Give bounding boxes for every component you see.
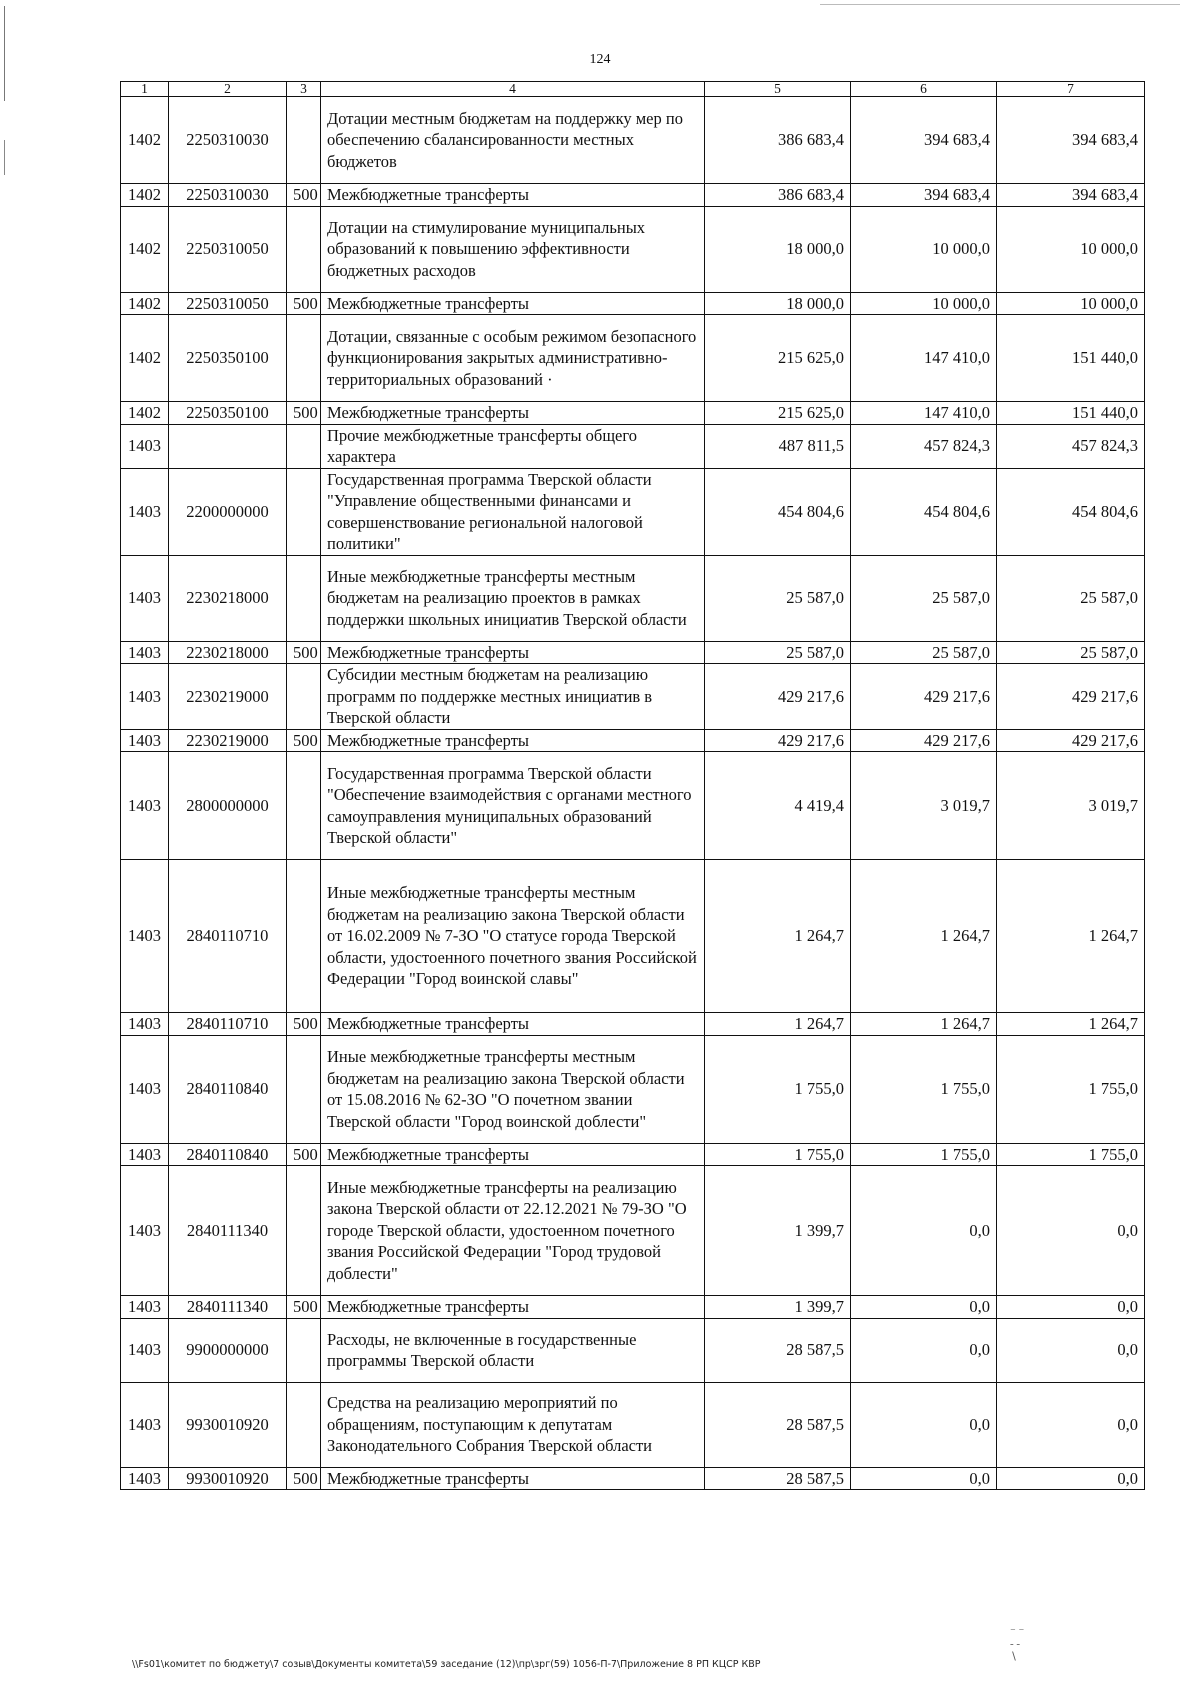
amount-2023: 215 625,0 [705, 315, 851, 402]
target-article-code: 9930010920 [169, 1382, 287, 1467]
expense-type-code: 500 [287, 1296, 321, 1319]
amount-2023: 4 419,4 [705, 752, 851, 860]
target-article-code: 2250310030 [169, 184, 287, 207]
target-article-code: 2200000000 [169, 468, 287, 555]
row-description: Прочие межбюджетные трансферты общего характера [321, 424, 705, 468]
expense-type-code [287, 1318, 321, 1382]
table-row [121, 1382, 1145, 1467]
amount-2025: 457 824,3 [997, 424, 1145, 468]
section-code: 1403 [121, 1382, 169, 1467]
amount-2025: 429 217,6 [997, 664, 1145, 730]
amount-2025: 394 683,4 [997, 184, 1145, 207]
target-article-code: 2840110710 [169, 1013, 287, 1036]
expense-type-code: 500 [287, 1143, 321, 1166]
amount-2023: 454 804,6 [705, 468, 851, 555]
expense-type-code: 500 [287, 729, 321, 752]
amount-2025: 10 000,0 [997, 206, 1145, 292]
row-description: Межбюджетные трансферты [321, 1013, 705, 1036]
row-description: Межбюджетные трансферты [321, 1467, 705, 1490]
table-row [121, 752, 1145, 860]
section-code: 1402 [121, 315, 169, 402]
column-header: 2 [169, 82, 287, 97]
amount-2023: 1 264,7 [705, 1013, 851, 1036]
expense-type-code [287, 860, 321, 1013]
amount-2024: 25 587,0 [851, 641, 997, 664]
amount-2024: 394 683,4 [851, 97, 997, 184]
amount-2024: 1 264,7 [851, 860, 997, 1013]
table-row [121, 292, 1145, 315]
section-code: 1403 [121, 664, 169, 730]
row-description: Дотации местным бюджетам на поддержку мер по обеспечению сбалансированности местных бюджетов [321, 97, 705, 184]
amount-2025: 151 440,0 [997, 315, 1145, 402]
section-code: 1403 [121, 1013, 169, 1036]
expense-type-code [287, 315, 321, 402]
table-row [121, 468, 1145, 555]
amount-2024: 394 683,4 [851, 184, 997, 207]
column-header: 7 [997, 82, 1145, 97]
expense-type-code: 500 [287, 184, 321, 207]
expense-type-code: 500 [287, 402, 321, 425]
amount-2023: 487 811,5 [705, 424, 851, 468]
target-article-code: 2230218000 [169, 641, 287, 664]
amount-2023: 1 755,0 [705, 1143, 851, 1166]
target-article-code: 2250310050 [169, 292, 287, 315]
table-row [121, 641, 1145, 664]
section-code: 1402 [121, 184, 169, 207]
table-row [121, 315, 1145, 402]
table-row [121, 1035, 1145, 1143]
table-row [121, 97, 1145, 184]
scan-edge-mark [820, 4, 1180, 5]
section-code: 1403 [121, 1318, 169, 1382]
row-description: Межбюджетные трансферты [321, 184, 705, 207]
table-row [121, 664, 1145, 730]
row-description: Межбюджетные трансферты [321, 1296, 705, 1319]
amount-2025: 0,0 [997, 1166, 1145, 1296]
amount-2024: 454 804,6 [851, 468, 997, 555]
amount-2024: 3 019,7 [851, 752, 997, 860]
target-article-code: 2250350100 [169, 402, 287, 425]
column-header: 1 [121, 82, 169, 97]
row-description: Средства на реализацию мероприятий по обращениям, поступающим к депутатам Законодательного Собрания Тверской области [321, 1382, 705, 1467]
target-article-code: 2230219000 [169, 729, 287, 752]
section-code: 1403 [121, 468, 169, 555]
section-code: 1403 [121, 1296, 169, 1319]
row-description: Межбюджетные трансферты [321, 292, 705, 315]
amount-2024: 1 755,0 [851, 1035, 997, 1143]
expense-type-code [287, 1382, 321, 1467]
section-code: 1402 [121, 402, 169, 425]
amount-2025: 25 587,0 [997, 555, 1145, 641]
amount-2025: 1 264,7 [997, 860, 1145, 1013]
amount-2024: 25 587,0 [851, 555, 997, 641]
row-description: Иные межбюджетные трансферты местным бюджетам на реализацию проектов в рамках поддержки школьных инициатив Тверской области [321, 555, 705, 641]
target-article-code: 2250350100 [169, 315, 287, 402]
row-description: Межбюджетные трансферты [321, 402, 705, 425]
amount-2024: 147 410,0 [851, 315, 997, 402]
amount-2023: 25 587,0 [705, 555, 851, 641]
amount-2023: 28 587,5 [705, 1318, 851, 1382]
table-row [121, 424, 1145, 468]
amount-2024: 457 824,3 [851, 424, 997, 468]
amount-2024: 1 264,7 [851, 1013, 997, 1036]
amount-2025: 1 755,0 [997, 1143, 1145, 1166]
table-row [121, 1166, 1145, 1296]
expense-type-code: 500 [287, 1013, 321, 1036]
target-article-code: 2230218000 [169, 555, 287, 641]
amount-2023: 18 000,0 [705, 206, 851, 292]
amount-2023: 28 587,5 [705, 1382, 851, 1467]
scan-marks: ⁻ ⁻ ‐ ‐ ∖ [1010, 1626, 1025, 1663]
amount-2025: 0,0 [997, 1318, 1145, 1382]
amount-2025: 454 804,6 [997, 468, 1145, 555]
amount-2023: 215 625,0 [705, 402, 851, 425]
section-code: 1403 [121, 752, 169, 860]
row-description: Межбюджетные трансферты [321, 1143, 705, 1166]
row-description: Расходы, не включенные в государственные программы Тверской области [321, 1318, 705, 1382]
target-article-code: 2840110710 [169, 860, 287, 1013]
section-code: 1403 [121, 860, 169, 1013]
row-description: Государственная программа Тверской области "Управление общественными финансами и совершенствование региональной налоговой политики" [321, 468, 705, 555]
section-code: 1403 [121, 1166, 169, 1296]
section-code: 1403 [121, 1143, 169, 1166]
amount-2024: 10 000,0 [851, 292, 997, 315]
section-code: 1402 [121, 97, 169, 184]
table-row [121, 1143, 1145, 1166]
amount-2023: 1 755,0 [705, 1035, 851, 1143]
row-description: Дотации, связанные с особым режимом безопасного функционирования закрытых административно-территориальных образований · [321, 315, 705, 402]
amount-2023: 1 399,7 [705, 1296, 851, 1319]
column-header: 3 [287, 82, 321, 97]
column-header: 5 [705, 82, 851, 97]
table-row [121, 1013, 1145, 1036]
amount-2024: 0,0 [851, 1382, 997, 1467]
target-article-code: 2800000000 [169, 752, 287, 860]
amount-2024: 429 217,6 [851, 729, 997, 752]
amount-2025: 0,0 [997, 1382, 1145, 1467]
amount-2025: 429 217,6 [997, 729, 1145, 752]
amount-2025: 1 264,7 [997, 1013, 1145, 1036]
row-description: Иные межбюджетные трансферты на реализацию закона Тверской области от 22.12.2021 № 79-ЗО "О городе Тверской области, удостоенном почетного звания Российской Федерации "Город трудовой доблести" [321, 1166, 705, 1296]
row-description: Межбюджетные трансферты [321, 641, 705, 664]
target-article-code [169, 424, 287, 468]
column-header: 6 [851, 82, 997, 97]
amount-2024: 10 000,0 [851, 206, 997, 292]
table-row [121, 555, 1145, 641]
amount-2023: 25 587,0 [705, 641, 851, 664]
table-row [121, 1318, 1145, 1382]
expense-type-code: 500 [287, 641, 321, 664]
expense-type-code [287, 752, 321, 860]
amount-2023: 429 217,6 [705, 664, 851, 730]
amount-2024: 1 755,0 [851, 1143, 997, 1166]
target-article-code: 2250310030 [169, 97, 287, 184]
amount-2025: 1 755,0 [997, 1035, 1145, 1143]
target-article-code: 2840111340 [169, 1166, 287, 1296]
section-code: 1402 [121, 292, 169, 315]
row-description: Межбюджетные трансферты [321, 729, 705, 752]
amount-2023: 386 683,4 [705, 97, 851, 184]
expense-type-code [287, 555, 321, 641]
row-description: Иные межбюджетные трансферты местным бюджетам на реализацию закона Тверской области от 15.08.2016 № 62-ЗО "О почетном звании Тверской области "Город воинской доблести" [321, 1035, 705, 1143]
target-article-code: 2250310050 [169, 206, 287, 292]
table-row [121, 860, 1145, 1013]
section-code: 1403 [121, 641, 169, 664]
amount-2024: 147 410,0 [851, 402, 997, 425]
column-header: 4 [321, 82, 705, 97]
page-number: 124 [589, 52, 611, 67]
table-row [121, 184, 1145, 207]
amount-2024: 0,0 [851, 1467, 997, 1490]
table-row [121, 206, 1145, 292]
table-row [121, 1296, 1145, 1319]
target-article-code: 2840110840 [169, 1035, 287, 1143]
expense-type-code: 500 [287, 292, 321, 315]
document-path: \\Fs01\комитет по бюджету\7 созыв\Документы комитета\59 заседание (12)\пр\зрг(59) 1056-П-7\Приложение 8 РП КЦСР КВР [132, 1659, 761, 1670]
amount-2023: 1 264,7 [705, 860, 851, 1013]
expense-type-code [287, 468, 321, 555]
row-description: Дотации на стимулирование муниципальных образований к повышению эффективности бюджетных расходов [321, 206, 705, 292]
table-row [121, 402, 1145, 425]
expense-type-code [287, 206, 321, 292]
target-article-code: 2230219000 [169, 664, 287, 730]
row-description: Иные межбюджетные трансферты местным бюджетам на реализацию закона Тверской области от 16.02.2009 № 7-ЗО "О статусе города Тверской области, удостоенного почетного звания Российской Федерации "Город воинской славы" [321, 860, 705, 1013]
amount-2025: 10 000,0 [997, 292, 1145, 315]
target-article-code: 2840111340 [169, 1296, 287, 1319]
amount-2025: 25 587,0 [997, 641, 1145, 664]
row-description: Государственная программа Тверской области "Обеспечение взаимодействия с органами местного самоуправления муниципальных образований Тверской области" [321, 752, 705, 860]
section-code: 1403 [121, 555, 169, 641]
expense-type-code [287, 424, 321, 468]
expense-type-code [287, 1035, 321, 1143]
table-body [121, 82, 1145, 1490]
table-row [121, 729, 1145, 752]
amount-2023: 18 000,0 [705, 292, 851, 315]
section-code: 1403 [121, 1035, 169, 1143]
amount-2025: 151 440,0 [997, 402, 1145, 425]
amount-2024: 429 217,6 [851, 664, 997, 730]
target-article-code: 2840110840 [169, 1143, 287, 1166]
budget-table [120, 81, 1145, 1490]
amount-2024: 0,0 [851, 1166, 997, 1296]
amount-2023: 429 217,6 [705, 729, 851, 752]
scan-edge-mark [4, 140, 5, 175]
expense-type-code [287, 664, 321, 730]
target-article-code: 9930010920 [169, 1467, 287, 1490]
section-code: 1403 [121, 424, 169, 468]
row-description: Субсидии местным бюджетам на реализацию программ по поддержке местных инициатив в Тверской области [321, 664, 705, 730]
amount-2024: 0,0 [851, 1296, 997, 1319]
target-article-code: 9900000000 [169, 1318, 287, 1382]
section-code: 1403 [121, 729, 169, 752]
amount-2025: 394 683,4 [997, 97, 1145, 184]
amount-2024: 0,0 [851, 1318, 997, 1382]
column-number-row [121, 82, 1145, 97]
expense-type-code: 500 [287, 1467, 321, 1490]
amount-2025: 3 019,7 [997, 752, 1145, 860]
section-code: 1402 [121, 206, 169, 292]
expense-type-code [287, 97, 321, 184]
amount-2023: 1 399,7 [705, 1166, 851, 1296]
amount-2023: 28 587,5 [705, 1467, 851, 1490]
table-row [121, 1467, 1145, 1490]
amount-2025: 0,0 [997, 1467, 1145, 1490]
amount-2025: 0,0 [997, 1296, 1145, 1319]
section-code: 1403 [121, 1467, 169, 1490]
amount-2023: 386 683,4 [705, 184, 851, 207]
expense-type-code [287, 1166, 321, 1296]
